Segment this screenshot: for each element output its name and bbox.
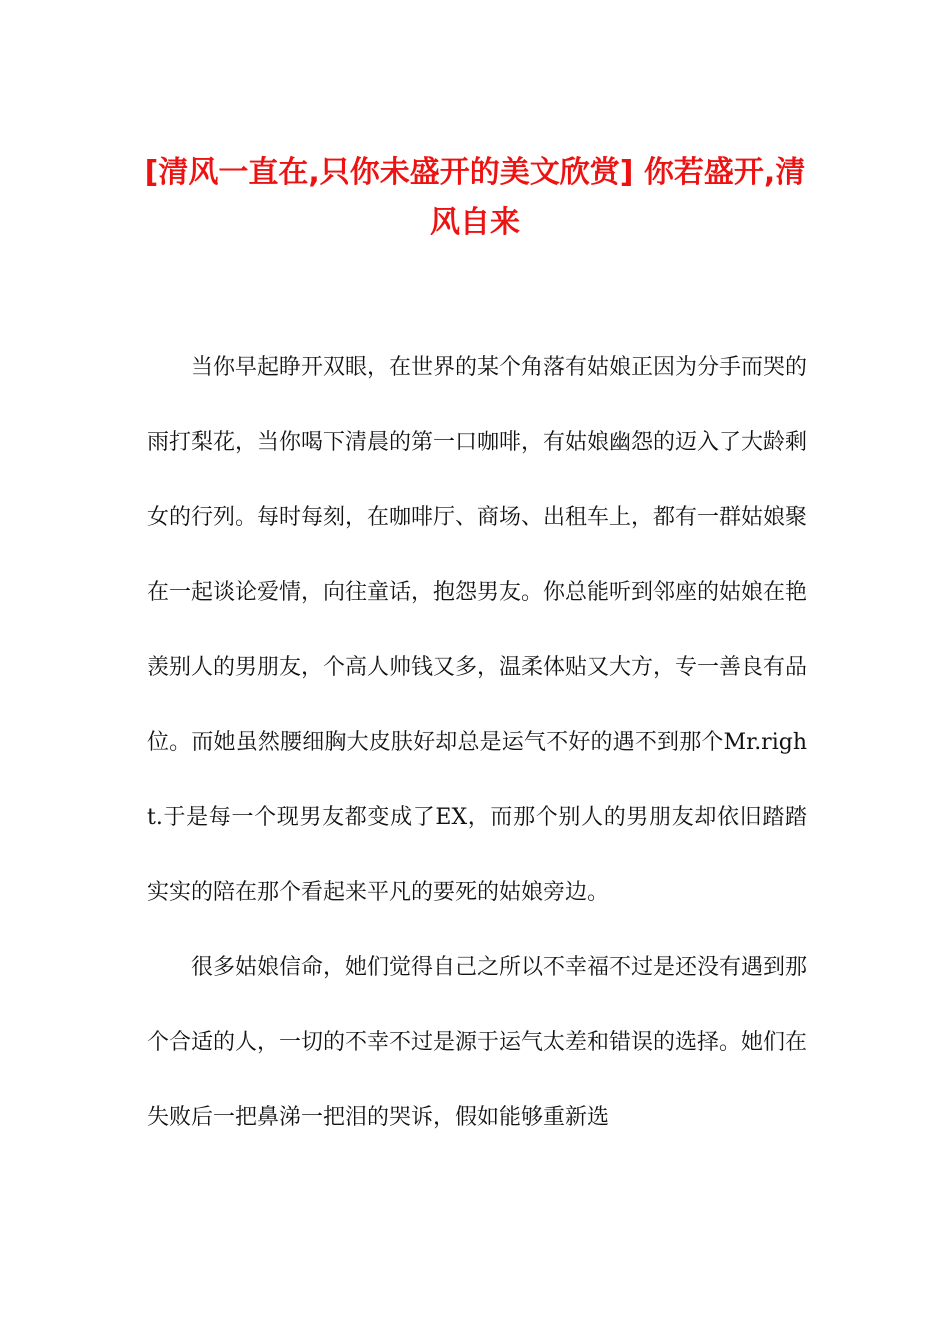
paragraph-2: 很多姑娘信命，她们觉得自己之所以不幸福不过是还没有遇到那个合适的人，一切的不幸不过是源于运气太差和错误的选择。她们在失败后一把鼻涕一把泪的哭诉，假如能够重新选 (147, 955, 808, 1130)
paragraph-1: 当你早起睁开双眼，在世界的某个角落有姑娘正因为分手而哭的雨打梨花，当你喝下清晨的第一口咖啡，有姑娘幽怨的迈入了大龄剩女的行列。每时每刻，在咖啡厅、商场、出租车上，都有一群姑娘聚在一起谈论爱情，向往童话，抱怨男友。你总能听到邻座的姑娘在艳羡别人的男朋友，个高人帅钱又多，温柔体贴又大方，专一善良有品位。而她虽然腰细胸大皮肤好却总是运气不好的遇不到那个Mr.right.于是每一个现男友都变成了EX，而那个别人的男朋友却依旧踏踏实实的陪在那个看起来平凡的要死的姑娘旁边。 (147, 355, 808, 905)
article-title: [清风一直在,只你未盛开的美文欣赏] 你若盛开,清风自来 (144, 155, 806, 240)
article-body (147, 330, 807, 1155)
